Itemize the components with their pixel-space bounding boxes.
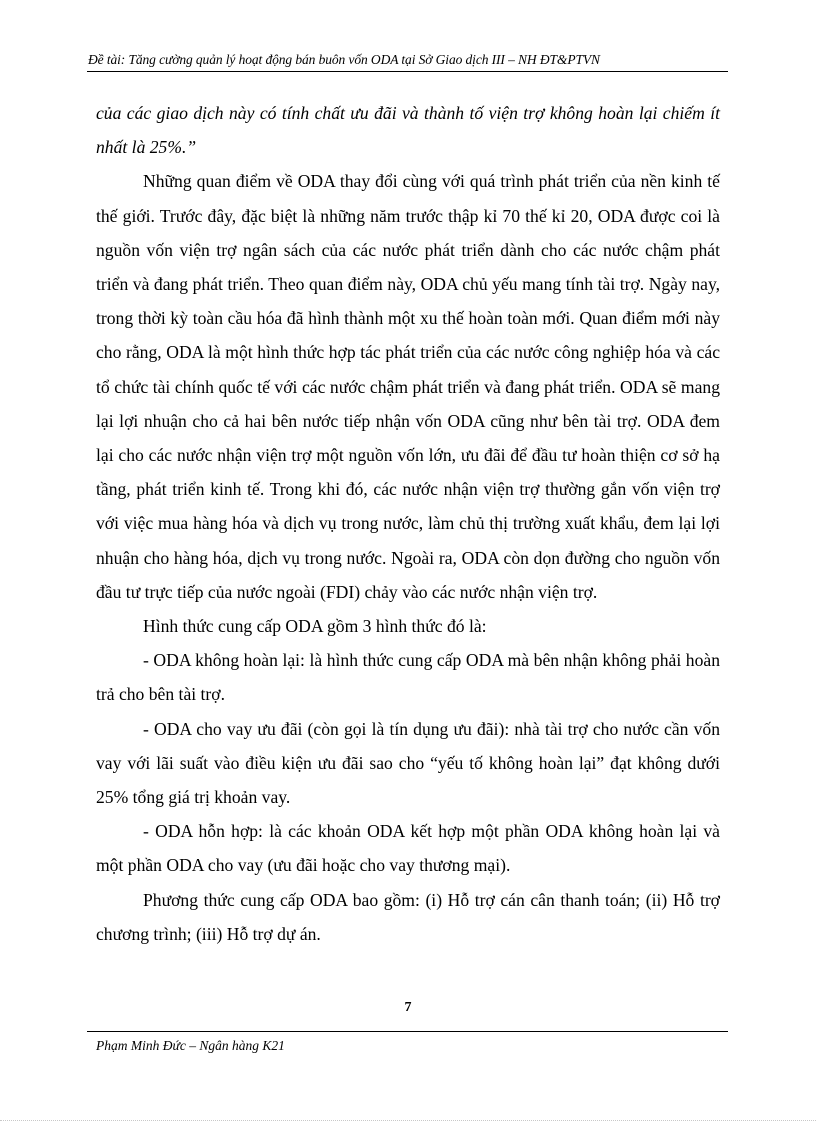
page-bottom-border (0, 1120, 816, 1121)
page-footer-author: Phạm Minh Đức – Ngân hàng K21 (96, 1038, 285, 1053)
paragraph-oda-mixed: - ODA hỗn hợp: là các khoản ODA kết hợp một phần ODA không hoàn lại và một phần ODA cho vay (ưu đãi hoặc cho vay thương mại). (96, 821, 720, 876)
page-number: 7 (404, 1000, 412, 1015)
header-divider (87, 71, 728, 72)
page-body (96, 96, 720, 951)
paragraph-oda-views: Những quan điểm về ODA thay đổi cùng với quá trình phát triển của nền kinh tế thế giới. Trước đây, đặc biệt là những năm trước thập kỉ 70 thế kỉ 20, ODA được coi là nguồn vốn viện trợ ngân sách của các nước phát triển dành cho các nước chậm phát triển và đang phát triển. Theo quan điểm này, ODA chủ yếu mang tính tài trợ. Ngày nay, trong thời kỳ toàn cầu hóa đã hình thành một xu thế hoàn toàn mới. Quan điểm mới này cho rằng, ODA là một hình thức hợp tác phát triển của các nước công nghiệp hóa và các tổ chức tài chính quốc tế với các nước chậm phát triển và đang phát triển. ODA sẽ mang lại lợi nhuận cho cả hai bên nước tiếp nhận vốn ODA cũng như bên tài trợ. ODA đem lại cho các nước nhận viện trợ một nguồn vốn lớn, ưu đãi để đầu tư hoàn thiện cơ sở hạ tầng, phát triển kinh tế. Trong khi đó, các nước nhận viện trợ thường gắn vốn viện trợ với việc mua hàng hóa và dịch vụ trong nước, làm chủ thị trường xuất khẩu, đem lại lợi nhuận cho hàng hóa, dịch vụ trong nước. Ngoài ra, ODA còn dọn đường cho nguồn vốn đầu tư trực tiếp của nước ngoài (FDI) chảy vào các nước nhận viện trợ. (96, 171, 720, 602)
paragraph-oda-concessional-loan: - ODA cho vay ưu đãi (còn gọi là tín dụng ưu đãi): nhà tài trợ cho nước cần vốn vay với lãi suất vào điều kiện ưu đãi sao cho “yếu tố không hoàn lại” đạt không dưới 25% tổng giá trị khoản vay. (96, 718, 720, 808)
paragraph-oda-delivery-methods: Phương thức cung cấp ODA bao gồm: (i) Hỗ trợ cán cân thanh toán; (ii) Hỗ trợ chương trình; (iii) Hỗ trợ dự án. (96, 889, 720, 944)
intro-quote: của các giao dịch này có tính chất ưu đãi và thành tố viện trợ không hoàn lại chiếm ít nhất là 25%.” (96, 103, 720, 158)
paragraph-oda-grant: - ODA không hoàn lại: là hình thức cung cấp ODA mà bên nhận không phải hoàn trả cho bên tài trợ. (96, 650, 720, 705)
page-header-title: Đề tài: Tăng cường quản lý hoạt động bán buôn vốn ODA tại Sở Giao dịch III – NH ĐT&PTVN (88, 52, 600, 67)
footer-divider (87, 1031, 728, 1032)
paragraph-oda-forms-intro: Hình thức cung cấp ODA gồm 3 hình thức đó là: (143, 616, 487, 637)
